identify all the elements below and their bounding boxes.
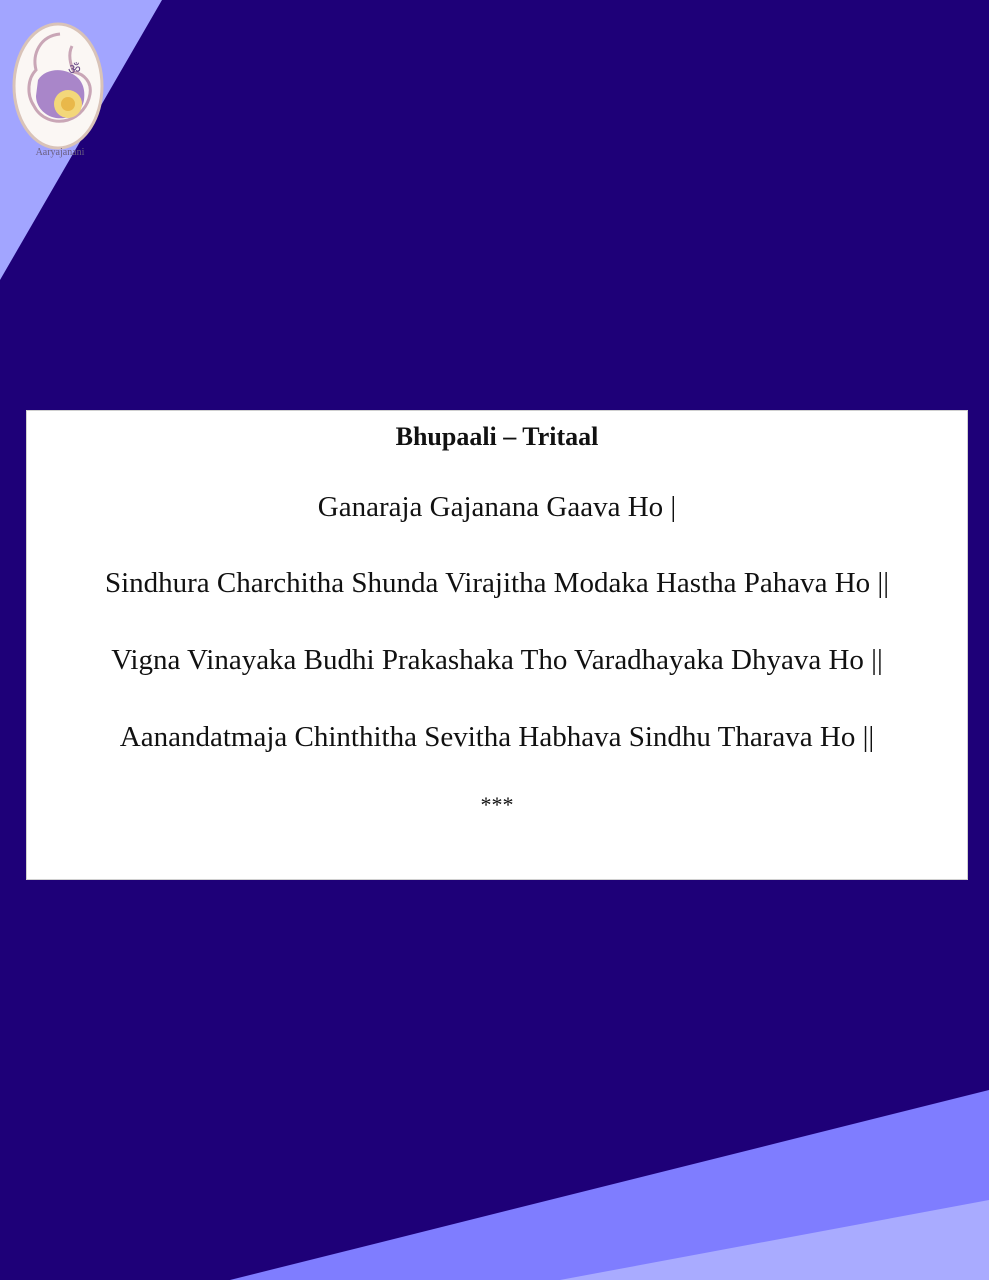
song-line-4: Aanandatmaja Chinthitha Sevitha Habhava Sindhu Tharava Ho || <box>119 721 875 753</box>
song-line-2: Sindhura Charchitha Shunda Virajitha Modaka Hastha Pahava Ho || <box>104 567 890 599</box>
song-title: Bhupaali – Tritaal <box>395 422 599 451</box>
aaryajanani-logo-icon <box>10 20 110 165</box>
song-card <box>26 410 968 880</box>
song-end-marker: *** <box>480 792 514 817</box>
svg-text:ॐ: ॐ <box>68 62 81 78</box>
brand-name: Aaryajanani <box>35 147 85 158</box>
song-line-1: Ganaraja Gajanana Gaava Ho | <box>317 491 677 523</box>
song-line-3: Vigna Vinayaka Budhi Prakashaka Tho Varadhayaka Dhyava Ho || <box>111 644 883 676</box>
